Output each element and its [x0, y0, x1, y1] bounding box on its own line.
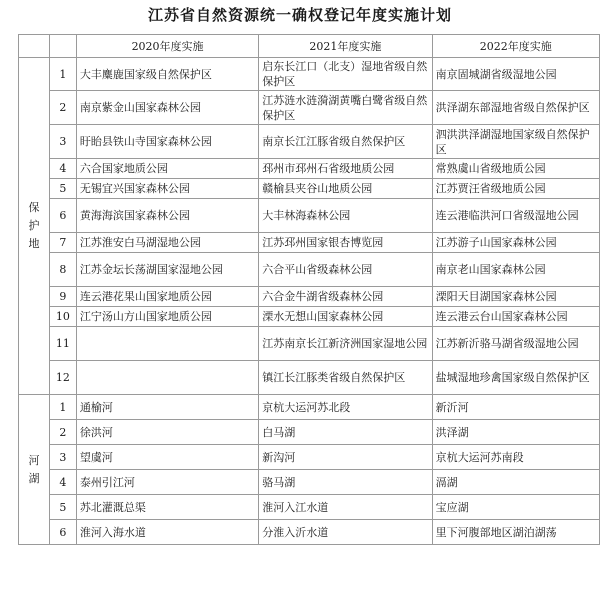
cell-2022: 洪泽湖	[432, 420, 599, 445]
cell-2020: 南京紫金山国家森林公园	[76, 91, 258, 125]
row-number: 12	[49, 361, 76, 395]
header-2021: 2021年度实施	[259, 35, 432, 58]
table-row	[19, 287, 600, 307]
row-number: 3	[49, 125, 76, 159]
header-number	[49, 35, 76, 58]
cell-2021: 江苏南京长江新济洲国家湿地公园	[259, 327, 432, 361]
row-number: 1	[49, 58, 76, 91]
row-number: 3	[49, 445, 76, 470]
table-row	[19, 159, 600, 179]
category-cell	[19, 58, 50, 395]
cell-2020: 通榆河	[76, 395, 258, 420]
row-number: 5	[49, 179, 76, 199]
row-number: 8	[49, 253, 76, 287]
cell-2022: 滆湖	[432, 470, 599, 495]
row-number: 4	[49, 159, 76, 179]
table-row	[19, 125, 600, 159]
row-number: 5	[49, 495, 76, 520]
table-row	[19, 253, 600, 287]
table-row	[19, 495, 600, 520]
cell-2020: 望虞河	[76, 445, 258, 470]
cell-2020: 泰州引江河	[76, 470, 258, 495]
cell-2020: 盱眙县铁山寺国家森林公园	[76, 125, 258, 159]
table-row	[19, 520, 600, 545]
cell-2020: 江宁汤山方山国家地质公园	[76, 307, 258, 327]
table-row	[19, 327, 600, 361]
cell-2021: 新沟河	[259, 445, 432, 470]
row-number: 11	[49, 327, 76, 361]
cell-2021: 分淮入沂水道	[259, 520, 432, 545]
row-number: 2	[49, 91, 76, 125]
category-cell	[19, 395, 50, 545]
cell-2021: 启东长江口（北支）湿地省级自然保护区	[259, 58, 432, 91]
row-number: 6	[49, 520, 76, 545]
cell-2022: 京杭大运河苏南段	[432, 445, 599, 470]
cell-2021: 江苏涟水涟漪湖黄嘴白鹭省级自然保护区	[259, 91, 432, 125]
cell-2020: 大丰麋鹿国家级自然保护区	[76, 58, 258, 91]
cell-2021: 镇江长江豚类省级自然保护区	[259, 361, 432, 395]
cell-2022: 连云港临洪河口省级湿地公园	[432, 199, 599, 233]
category-char: 河	[28, 453, 40, 467]
cell-2021: 六合金牛湖省级森林公园	[259, 287, 432, 307]
cell-2022: 宝应湖	[432, 495, 599, 520]
cell-2020: 江苏淮安白马湖湿地公园	[76, 233, 258, 253]
cell-2021: 南京长江江豚省级自然保护区	[259, 125, 432, 159]
row-number: 7	[49, 233, 76, 253]
cell-2022: 连云港云台山国家森林公园	[432, 307, 599, 327]
cell-2022: 里下河腹部地区湖泊湖荡	[432, 520, 599, 545]
header-2020: 2020年度实施	[76, 35, 258, 58]
cell-2022: 南京老山国家森林公园	[432, 253, 599, 287]
cell-2022: 南京固城湖省级湿地公园	[432, 58, 599, 91]
cell-2021: 骆马湖	[259, 470, 432, 495]
header-category	[19, 35, 50, 58]
category-char: 保	[28, 201, 40, 214]
row-number: 10	[49, 307, 76, 327]
cell-2020: 淮河入海水道	[76, 520, 258, 545]
table-row	[19, 361, 600, 395]
table-row	[19, 58, 600, 91]
plan-table	[18, 34, 600, 545]
table-row	[19, 470, 600, 495]
header-2022: 2022年度实施	[432, 35, 599, 58]
cell-2022: 泗洪洪泽湖湿地国家级自然保护区	[432, 125, 599, 159]
row-number: 4	[49, 470, 76, 495]
table-row	[19, 307, 600, 327]
table-row	[19, 420, 600, 445]
cell-2022: 洪泽湖东部湿地省级自然保护区	[432, 91, 599, 125]
cell-2022: 江苏新沂骆马湖省级湿地公园	[432, 327, 599, 361]
row-number: 6	[49, 199, 76, 233]
cell-2021: 溧水无想山国家森林公园	[259, 307, 432, 327]
row-number: 9	[49, 287, 76, 307]
cell-2020: 连云港花果山国家地质公园	[76, 287, 258, 307]
cell-2021: 淮河入江水道	[259, 495, 432, 520]
cell-2020	[76, 327, 258, 361]
cell-2022: 溧阳天目湖国家森林公园	[432, 287, 599, 307]
cell-2021: 江苏邳州国家银杏博览园	[259, 233, 432, 253]
table-row	[19, 179, 600, 199]
cell-2020: 六合国家地质公园	[76, 159, 258, 179]
category-char: 护	[28, 219, 40, 232]
cell-2021: 大丰林海森林公园	[259, 199, 432, 233]
cell-2021: 白马湖	[259, 420, 432, 445]
cell-2021: 六合平山省级森林公园	[259, 253, 432, 287]
header-row	[19, 35, 600, 58]
cell-2022: 江苏贾汪省级地质公园	[432, 179, 599, 199]
cell-2021: 京杭大运河苏北段	[259, 395, 432, 420]
cell-2021: 邳州市邳州石省级地质公园	[259, 159, 432, 179]
table-row	[19, 91, 600, 125]
cell-2020: 江苏金坛长荡湖国家湿地公园	[76, 253, 258, 287]
table-row	[19, 199, 600, 233]
table-row	[19, 233, 600, 253]
category-char: 湖	[28, 471, 40, 485]
table-row	[19, 395, 600, 420]
cell-2022: 常熟虞山省级地质公园	[432, 159, 599, 179]
cell-2020: 徐洪河	[76, 420, 258, 445]
cell-2020: 无锡宜兴国家森林公园	[76, 179, 258, 199]
cell-2020: 黄海海滨国家森林公园	[76, 199, 258, 233]
row-number: 2	[49, 420, 76, 445]
cell-2021: 赣榆县夹谷山地质公园	[259, 179, 432, 199]
category-char: 地	[28, 237, 40, 250]
table-body	[19, 58, 600, 545]
page-title: 江苏省自然资源统一确权登记年度实施计划	[147, 6, 452, 24]
cell-2022: 新沂河	[432, 395, 599, 420]
table-row	[19, 445, 600, 470]
cell-2022: 江苏游子山国家森林公园	[432, 233, 599, 253]
cell-2020: 苏北灌溉总渠	[76, 495, 258, 520]
cell-2020	[76, 361, 258, 395]
row-number: 1	[49, 395, 76, 420]
cell-2022: 盐城湿地珍禽国家级自然保护区	[432, 361, 599, 395]
